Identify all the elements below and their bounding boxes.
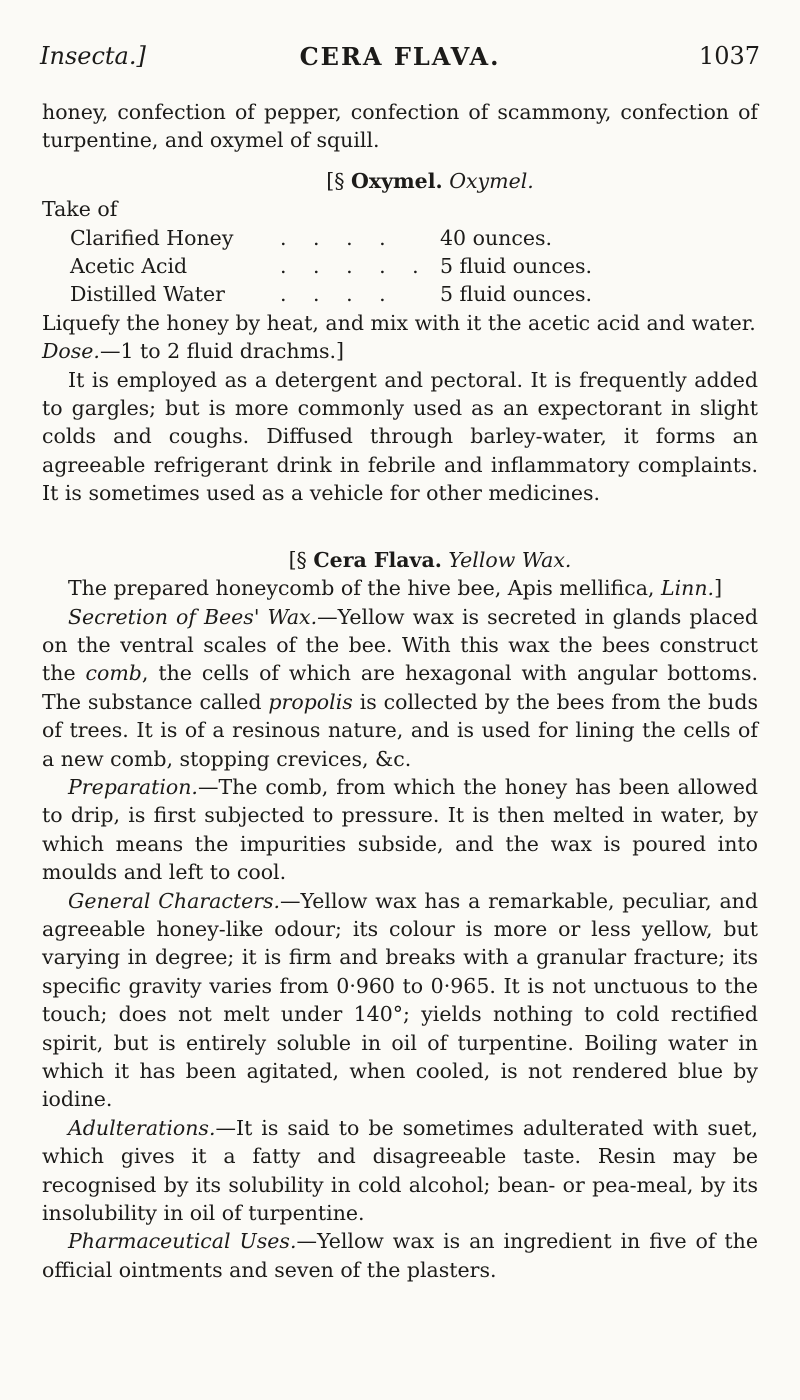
section-label: Pharmaceutical Uses. [68, 1229, 297, 1254]
cera-description [42, 574, 758, 602]
method-paragraph: Liquefy the honey by heat, and mix with it the acetic acid and water. [42, 310, 756, 335]
uses-paragraph: It is employed as a detergent and pectoral. It is frequently added to gargles; but is more commonly used as an expectorant in slight colds and coughs. Diffused through barley-water, it forms an agreeable refrigerant drink in febrile and inflammatory complaints. It is sometimes used as a vehicle for other medicines. [42, 367, 758, 506]
leader-dots: . . . . [280, 282, 396, 307]
dose-label: Dose. [42, 339, 100, 364]
emphasis-term: comb [85, 661, 142, 686]
general-characters-paragraph [42, 887, 758, 1114]
oxymel-title-english: Oxymel. [449, 168, 534, 193]
section-label: Preparation. [68, 774, 198, 799]
bracket: [§ [326, 168, 345, 193]
section-label: General Characters. [68, 888, 281, 913]
paragraph-text: —Yellow wax is an ingredient in five of the official ointments and seven of the plasters. [42, 1229, 759, 1282]
header-title: CERA FLAVA. [299, 42, 501, 71]
oxymel-title: Oxymel. [351, 168, 443, 193]
ingredient-amount: 40 ounces. [440, 225, 552, 250]
bracket: [§ [288, 547, 307, 572]
paragraph-text: is collected by the bees from the buds of trees. It is of a resinous nature, and is used for lining the cells of a new comb, stopping crevices, &c. [42, 689, 758, 771]
take-of-label: Take of [42, 197, 118, 222]
ingredient-row [70, 280, 758, 308]
section-label: Secretion of Bees' Wax. [68, 604, 318, 629]
leader-dots: . . . . [280, 225, 396, 250]
linn-abbrev: Linn. [660, 576, 715, 601]
closing-bracket: ] [714, 576, 723, 601]
cera-title: Cera Flava. [313, 547, 442, 572]
ingredient-amount: 5 fluid ounces. [440, 282, 593, 307]
ingredient-name: Distilled Water [70, 282, 225, 307]
paragraph-text: —Yellow wax is secreted in glands placed on the ventral scales of the bee. With this wax the bees construct the [42, 604, 758, 686]
adulterations-paragraph [42, 1114, 758, 1228]
secretion-paragraph [42, 603, 758, 773]
dose-text: —1 to 2 fluid drachms.] [99, 339, 345, 364]
page-number: 1037 [698, 42, 760, 70]
paragraph-text: —The comb, from which the honey has been allowed to drip, is first subjected to pressure. It is then melted in water, by which means the impurities subside, and the wax is poured into moulds and left to cool. [42, 774, 758, 885]
intro-paragraph: honey, confection of pepper, confection of scammony, confection of turpentine, and oxymel of squill. [42, 100, 758, 153]
description-text: The prepared honeycomb of the hive bee, Apis mellifica, [68, 576, 661, 601]
cera-title-english: Yellow Wax. [448, 547, 572, 572]
leader-dots: . . . . . [280, 254, 429, 279]
ingredient-row [70, 224, 758, 252]
ingredient-list [70, 224, 758, 309]
dose-paragraph [42, 337, 758, 365]
oxymel-heading [102, 167, 758, 195]
header-section: Insecta.] [40, 42, 146, 70]
ingredient-amount: 5 fluid ounces. [440, 254, 593, 279]
emphasis-term: propolis [268, 689, 353, 714]
pharmaceutical-uses-paragraph [42, 1227, 758, 1284]
preparation-paragraph [42, 773, 758, 887]
ingredient-row [70, 252, 758, 280]
paragraph-text: —It is said to be sometimes adulterated with suet, which gives it a fatty and disagreeable taste. Resin may be recognised by its solubility in cold alcohol; bean- or pea-meal, by its insolubility in oil of turpentine. [42, 1115, 758, 1226]
ingredient-name: Acetic Acid [70, 254, 188, 279]
paragraph-text: —Yellow wax has a remarkable, peculiar, and agreeable honey-like odour; its colour is more or less yellow, but varying in degree; it is firm and breaks with a granular fracture; its specific gravity varies from 0·960 to 0·965. It is not unctuous to the touch; does not melt under 140°; yields nothing to cold rectified spirit, but is entirely soluble in oil of turpentine. Boiling water in which it has been agitated, when cooled, is not rendered blue by iodine. [42, 888, 758, 1112]
page-body [42, 98, 758, 1284]
section-label: Adulterations. [68, 1115, 216, 1140]
ingredient-name: Clarified Honey [70, 225, 234, 250]
paragraph-text: , the cells of which are hexagonal with angular bottoms. The substance called [42, 661, 758, 714]
running-header [40, 42, 760, 82]
cera-heading [102, 546, 758, 574]
